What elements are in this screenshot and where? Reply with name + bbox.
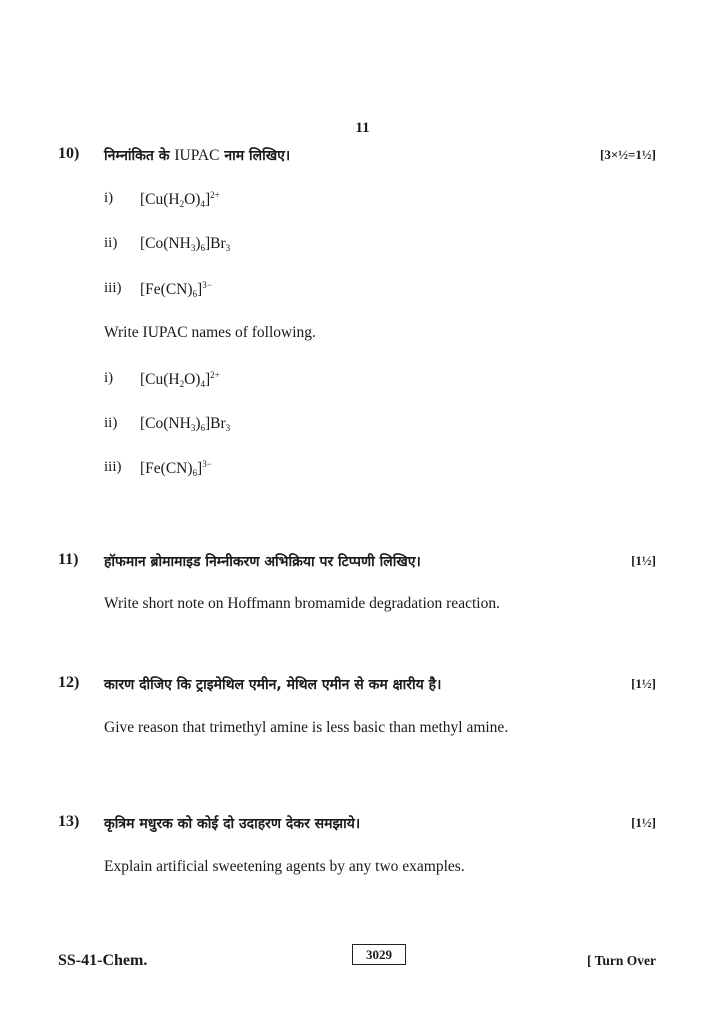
marks-label: [1½] [631,815,656,830]
formula-item: $[Fe(CN)_6]^{3-}$ [140,280,212,299]
formula-item: $[Cu(H_2O)_4]^{2+}$ [140,370,220,389]
question-number: 11) [58,551,79,568]
question-english: Write short note on Hoffmann bromamide degradation reaction. [104,595,500,612]
paper-code: SS-41-Chem. [58,952,148,969]
question-english: Explain artificial sweetening agents by any two examples. [104,858,465,875]
turn-over-label: [ Turn Over [586,953,656,968]
marks-label: [3×½=1½] [600,147,656,162]
question-english: Write IUPAC names of following. [104,324,316,341]
item-label: i) [104,190,114,206]
question-english: Give reason that trimethyl amine is less basic than methyl amine. [104,719,509,736]
paper-number-box: 3029 [352,944,406,965]
item-label: iii) [104,280,122,296]
item-label: i) [104,370,114,386]
question-hindi: हॉफमान ब्रोमामाइड निम्नीकरण अभिक्रिया पर टिप्पणी लिखिए। [104,554,421,570]
question-hindi-tail: नाम लिखिए। [224,148,291,164]
item-label: ii) [104,235,118,251]
question-number: 13) [58,813,80,830]
question-hindi: कारण दीजिए कि ट्राइमेथिल एमीन, मेथिल एमीन से कम क्षारीय है। [104,677,442,693]
formula-item: $[Fe(CN)_6]^{3-}$ [140,459,212,478]
question-hindi [104,146,290,165]
formula-item: $[Co(NH_3)_6]Br_3$ [140,235,231,253]
question-hindi-lead: निम्नांकित के [104,148,170,164]
item-label: iii) [104,459,122,475]
item-label: ii) [104,415,118,431]
question-number: 12) [58,674,80,691]
formula-item: $[Co(NH_3)_6]Br_3$ [140,415,231,433]
iupac-term: IUPAC [174,147,220,164]
marks-label: [1½] [631,676,656,691]
question-number: 10) [58,145,80,162]
question-hindi: कृत्रिम मधुरक को कोई दो उदाहरण देकर समझाये। [104,816,361,832]
page-number: 11 [355,120,370,136]
marks-label: [1½] [631,553,656,568]
formula-item: $[Cu(H_2O)_4]^{2+}$ [140,190,220,209]
